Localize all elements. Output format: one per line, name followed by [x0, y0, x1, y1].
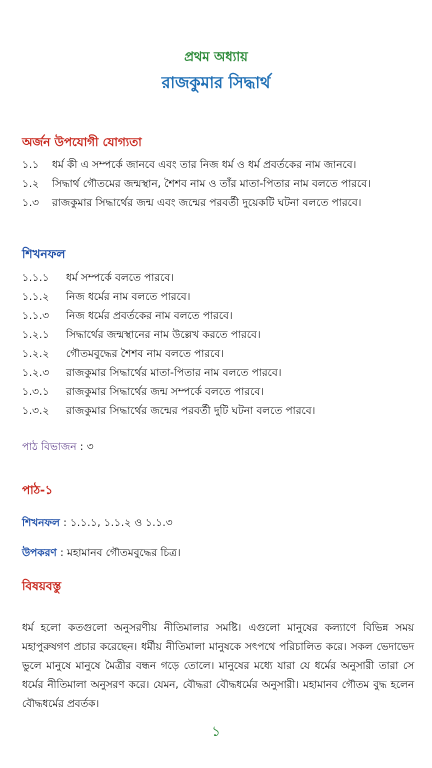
- lesson-outcomes-value: : ১.১.১, ১.১.২ ও ১.১.৩: [63, 517, 173, 529]
- list-item: ১.৩.১ রাজকুমার সিদ্ধার্থের জন্ম সম্পর্কে বলতে পারবে।: [22, 386, 264, 398]
- competency-list: [22, 158, 417, 215]
- lesson-materials: [22, 546, 181, 563]
- competency-heading: অর্জন উপযোগী যোগ্যতা: [22, 135, 142, 149]
- list-item: ১.২.৩ রাজকুমার সিদ্ধার্থের মাতা-পিতার নাম বলতে পারবে।: [22, 367, 282, 379]
- chapter-label: প্রথম অধ্যায়: [184, 50, 248, 65]
- lesson-outcomes: [22, 516, 173, 533]
- list-item: ১.২.১ সিদ্ধার্থের জন্মস্থানের নাম উল্লেখ করতে পারবে।: [22, 329, 261, 341]
- list-item: ১.২.২ গৌতমবুদ্ধের শৈশব নাম বলতে পারবে।: [22, 348, 224, 360]
- list-item: ১.১ ধর্ম কী এ সম্পর্কে জানবে এবং তার নিজ ধর্ম ও ধর্ম প্রবর্তকের নাম জানবে।: [22, 159, 357, 171]
- list-item: ১.১.২ নিজ ধর্মের নাম বলতে পারবে।: [22, 291, 191, 303]
- list-item: ১.৩.২ রাজকুমার সিদ্ধার্থের জন্মের পরবর্তী দুটি ঘটনা বলতে পারবে।: [22, 405, 316, 417]
- lesson-materials-label: উপকরণ: [22, 547, 57, 559]
- lesson-division: [22, 440, 94, 457]
- page-number: ১: [211, 724, 221, 740]
- content-heading: বিষয়বস্তু: [22, 579, 62, 593]
- list-item: ১.২ সিদ্ধার্থ গৌতমের জন্মস্থান, শৈশব নাম ও তাঁর মাতা-পিতার নাম বলতে পারবে।: [22, 178, 371, 190]
- list-item: ১.১.৩ নিজ ধর্মের প্রবর্তকের নাম বলতে পারবে।: [22, 310, 233, 322]
- lesson-division-value: : ৩: [79, 441, 94, 453]
- lesson-heading: পাঠ-১: [22, 483, 53, 497]
- list-item: ১.১.১ ধর্ম সম্পর্কে বলতে পারবে।: [22, 272, 174, 284]
- lesson-outcomes-label: শিখনফল: [22, 517, 60, 529]
- lesson-materials-value: : মহামানব গৌতমবুদ্ধের চিত্র।: [60, 547, 181, 559]
- chapter-title: রাজকুমার সিদ্ধার্থ: [161, 73, 271, 92]
- outcomes-heading: শিখনফল: [22, 247, 66, 261]
- outcomes-list: [22, 271, 417, 423]
- list-item: ১.৩ রাজকুমার সিদ্ধার্থের জন্ম এবং জন্মের পরবর্তী দুয়েকটি ঘটনা বলতে পারবে।: [22, 197, 362, 209]
- lesson-division-label: পাঠ বিভাজন: [22, 441, 77, 453]
- content-paragraph: ধর্ম হলো কতগুলো অনুসরণীয় নীতিমালার সমষ্টি। এগুলো মানুষের কল্যাণে বিভিন্ন সময় মহাপুরুষগণ প্রচার করেছেন। ধর্মীয় নীতিমালা মানুষকে সৎপথে পরিচালিত করে। সকল ভেদাভেদ ভুলে মানুষে মানুষে মৈত্রীর বন্ধন গড়ে তোলে। মানুষের মধ্যে যারা যে ধর্মের অনুসারী তারা সে ধর্মের নীতিমালা অনুসরণ করে। যেমন, বৌদ্ধরা বৌদ্ধধর্মের অনুসারী। মহামানব গৌতম বুদ্ধ হলেন বৌদ্ধধর্মের প্রবর্তক।: [22, 622, 414, 710]
